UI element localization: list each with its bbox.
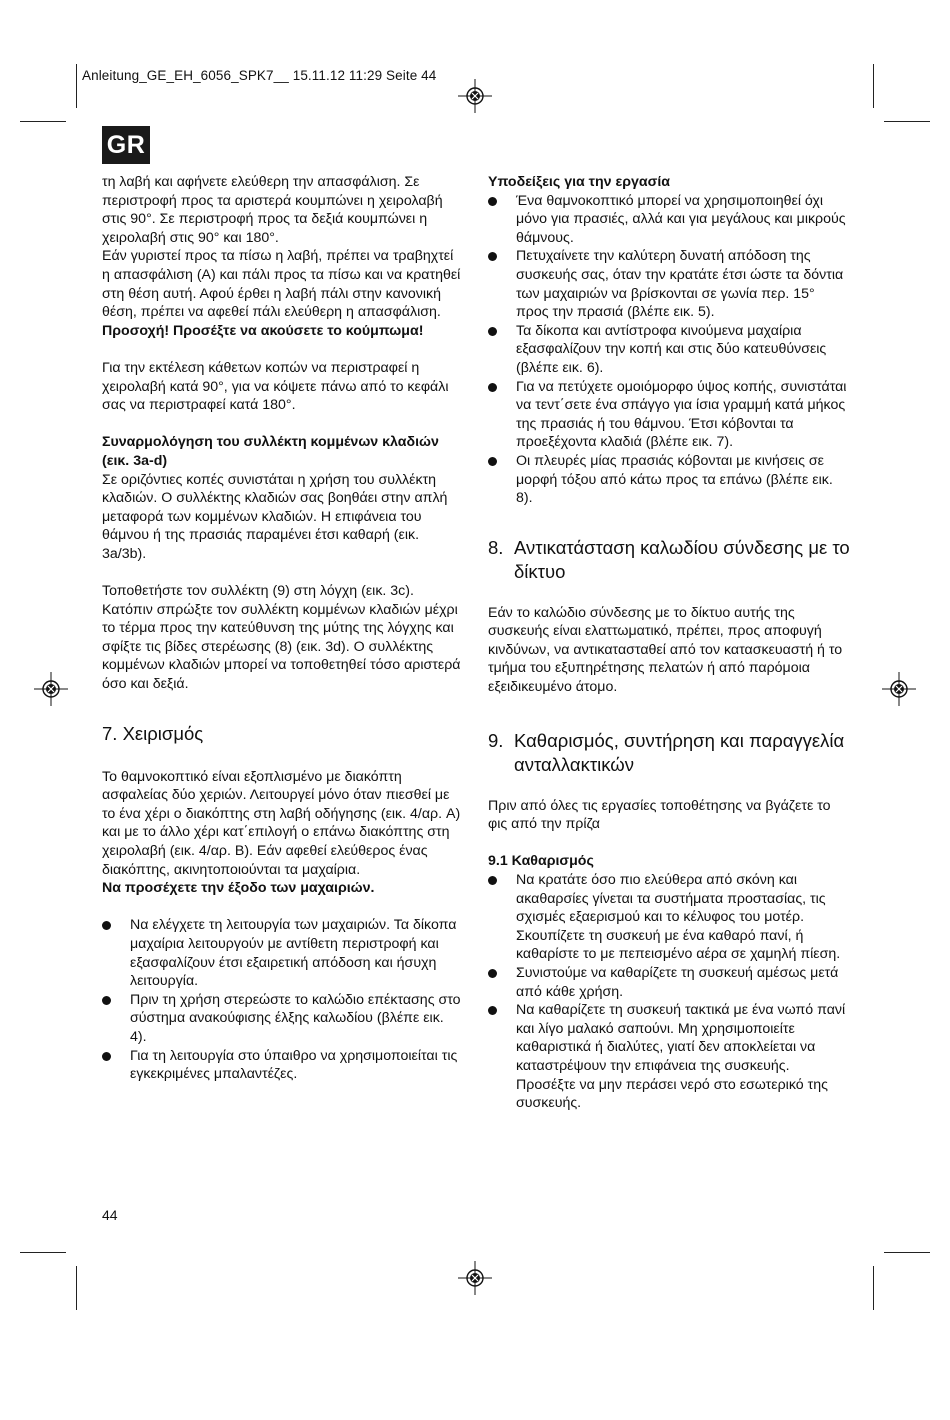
section-title: Καθαρισμός, συντήρηση και παραγγελία ανταλλακτικών bbox=[514, 729, 845, 775]
paragraph: Τοποθετήστε τον συλλέκτη (9) στη λόγχη (εικ. 3c). Κατόπιν σπρώξτε τον συλλέκτη κομμένων κλαδιών μέχρι το τέρμα προς την κατεύθυνση της μύτης της λόγχης και σφίξτε τις βίδες στερέωσης (8) (εικ. 3d). Ο συλλέκτης κομμένων κλαδιών μπορεί να τοποθετηθεί τόσο αριστερά όσο και δεξιά. bbox=[102, 583, 461, 693]
crop-mark bbox=[76, 64, 77, 108]
list-item: Τα δίκοπα και αντίστροφα κινούμενα μαχαίρια εξασφαλίζουν την κοπή και στις δύο κατευθύνσεις (βλέπε εικ. 6). bbox=[488, 322, 850, 378]
right-column bbox=[488, 173, 850, 1113]
warning-text: Να προσέχετε την έξοδο των μαχαιριών. bbox=[102, 880, 375, 897]
section-title: Αντικατάσταση καλωδίου σύνδεσης με το δίκτυο bbox=[514, 536, 850, 582]
list-item: Πετυχαίνετε την καλύτερη δυνατή απόδοση της συσκευής σας, όταν την κρατάτε έτσι ώστε τα δόντια των μαχαιριών να βρίσκονται σε γωνία περ. 15° προς την πρασιά (βλέπε εικ. 5). bbox=[488, 247, 850, 321]
page-number: 44 bbox=[102, 1207, 118, 1223]
paragraph: Εάν γυριστεί προς τα πίσω η λαβή, πρέπει να τραβηχτεί η απασφάλιση (A) και πάλι προς τα πίσω και να κρατηθεί στη θέση αυτή. Αφού έρθει η λαβή πάλι στην κανονική θέση, πρέπει να αφεθεί πάλι ελεύθερη η απασφάλιση. bbox=[102, 248, 461, 321]
paragraph: Το θαμνοκοπτικό είναι εξοπλισμένο με διακόπτη ασφαλείας δύο χεριών. Λειτουργεί μόνο όταν πιεσθεί με το ένα χέρι ο διακόπτης στη λαβή οδήγησης (εικ. 4/αρ. A) και με το άλλο χέρι κατ΄επιλογή ο επάνω διακόπτης στη χειρολαβή (εικ. 4/αρ. B). Εάν αφεθεί ελεύθερος ένας διακόπτης, ακινητοποιούνται τα μαχαίρια. bbox=[102, 768, 461, 878]
section-number: 8. bbox=[488, 536, 504, 558]
list-item: Πριν τη χρήση στερεώστε το καλώδιο επέκτασης στο σύστημα ανακούφισης έλξης καλωδίου (βλέπε εικ. 4). bbox=[102, 991, 464, 1047]
bullet-list bbox=[488, 871, 850, 1113]
warning-text: Προσοχή! Προσέξτε να ακούσετε το κούμπωμα! bbox=[102, 322, 424, 339]
crop-mark bbox=[884, 1252, 930, 1253]
list-item: Να καθαρίζετε τη συσκευή τακτικά με ένα νωπό πανί και λίγο μαλακό σαπούνι. Μη χρησιμοποιείτε καθαριστικά ή διαλύτες, γιατί δεν αποκλείεται να καταστρέψουν την επιφάνεια της συσκευής. Προσέξτε να μην περάσει νερό στο εσωτερικό της συσκευής. bbox=[488, 1001, 850, 1113]
paragraph: τη λαβή και αφήνετε ελεύθερη την απασφάλιση. Σε περιστροφή προς τα αριστερά κουμπώνει η χειρολαβή στις 90°. Σε περιστροφή προς τα δεξιά κουμπώνει η χειρολαβή στις 90° και 180°. bbox=[102, 174, 443, 246]
list-item: Συνιστούμε να καθαρίζετε τη συσκευή αμέσως μετά από κάθε χρήση. bbox=[488, 964, 850, 1001]
list-item: Οι πλευρές μίας πρασιάς κόβονται με κινήσεις σε μορφή τόξου από κάτω προς τα επάνω (βλέπε εικ. 8). bbox=[488, 452, 850, 508]
paragraph: Για την εκτέλεση κάθετων κοπών να περιστραφεί η χειρολαβή κατά 90°, για να κόψετε πάνω από το κεφάλι σας να περιστραφεί κατά 180°. bbox=[102, 359, 449, 414]
paragraph: Εάν το καλώδιο σύνδεσης με το δίκτυο αυτής της συσκευής είναι ελαττωματικό, πρέπει, προς αποφυγή κινδύνων, να αντικατασταθεί από τον κατασκευαστή ή το τμήμα του εξυπηρέτησης πελατών ή από παρόμοια εξειδικευμένο άτομο. bbox=[488, 604, 843, 696]
print-slug: Anleitung_GE_EH_6056_SPK7__ 15.11.12 11:29 Seite 44 bbox=[82, 68, 437, 83]
crop-mark bbox=[20, 1252, 66, 1253]
subheading-cleaning: 9.1 Καθαρισμός bbox=[488, 853, 594, 870]
list-item: Να κρατάτε όσο πιο ελεύθερα από σκόνη και ακαθαρσίες γίνεται τα συστήματα προστασίας, τις σχισμές εξαερισμού και το κέλυφος του μοτέρ. Σκουπίζετε τη συσκευή με ένα καθαρό πανί, ή καθαρίστε το με πεπεισμένο αέρα σε χαμηλή πίεση. bbox=[488, 871, 850, 964]
paragraph: Πριν από όλες τις εργασίες τοποθέτησης να βγάζετε το φις από την πρίζα bbox=[488, 797, 831, 833]
section-number: 9. bbox=[488, 729, 504, 751]
crop-mark bbox=[873, 1266, 874, 1310]
bullet-list bbox=[102, 916, 464, 1083]
registration-mark-icon bbox=[458, 1261, 492, 1295]
section-heading-9 bbox=[488, 729, 850, 777]
subheading-collector: Συναρμολόγηση του συλλέκτη κομμένων κλαδιών (εικ. 3a-d) bbox=[102, 434, 439, 469]
list-item: Για να πετύχετε ομοιόμορφο ύψος κοπής, συνιστάται να τεντ΄σετε ένα σπάγγο για ίσια γραμμή κατά μήκος της πρασιάς ή του θάμνου. Έτσι κόβονται τα προεξέχοντα κλαδιά (βλέπε εικ. 7). bbox=[488, 378, 850, 452]
registration-mark-icon bbox=[458, 79, 492, 113]
language-badge: GR bbox=[102, 126, 150, 164]
paragraph: Σε οριζόντιες κοπές συνιστάται η χρήση του συλλέκτη κλαδιών. Ο συλλέκτης κλαδιών σας βοηθάει στην απλή μεταφορά των κομμένων κλαδιών. Η επιφάνεια του θάμνου ή της πρασιάς παραμένει έτσι καθαρή (εικ. 3a/3b). bbox=[102, 471, 448, 562]
registration-mark-icon bbox=[882, 672, 916, 706]
section-heading-7: 7. Χειρισμός bbox=[102, 722, 204, 744]
crop-mark bbox=[20, 121, 66, 122]
crop-mark bbox=[884, 121, 930, 122]
crop-mark bbox=[873, 64, 874, 108]
subheading-tips: Υποδείξεις για την εργασία bbox=[488, 174, 671, 190]
section-heading-8 bbox=[488, 536, 850, 584]
left-column bbox=[102, 173, 464, 1084]
registration-mark-icon bbox=[34, 672, 68, 706]
list-item: Για τη λειτουργία στο ύπαιθρο να χρησιμοποιείται τις εγκεκριμένες μπαλαντέζες. bbox=[102, 1047, 464, 1084]
list-item: Ένα θαμνοκοπτικό μπορεί να χρησιμοποιηθεί όχι μόνο για πρασιές, αλλά και για μεγάλους και μικρούς θάμνους. bbox=[488, 192, 850, 248]
list-item: Να ελέγχετε τη λειτουργία των μαχαιριών. Τα δίκοπα μαχαίρια λειτουργούν με αντίθετη περιστροφή και εξασφαλίζουν έτσι εξαιρετική απόδοση και ήσυχη λειτουργία. bbox=[102, 916, 464, 990]
bullet-list bbox=[488, 192, 850, 508]
crop-mark bbox=[76, 1266, 77, 1310]
